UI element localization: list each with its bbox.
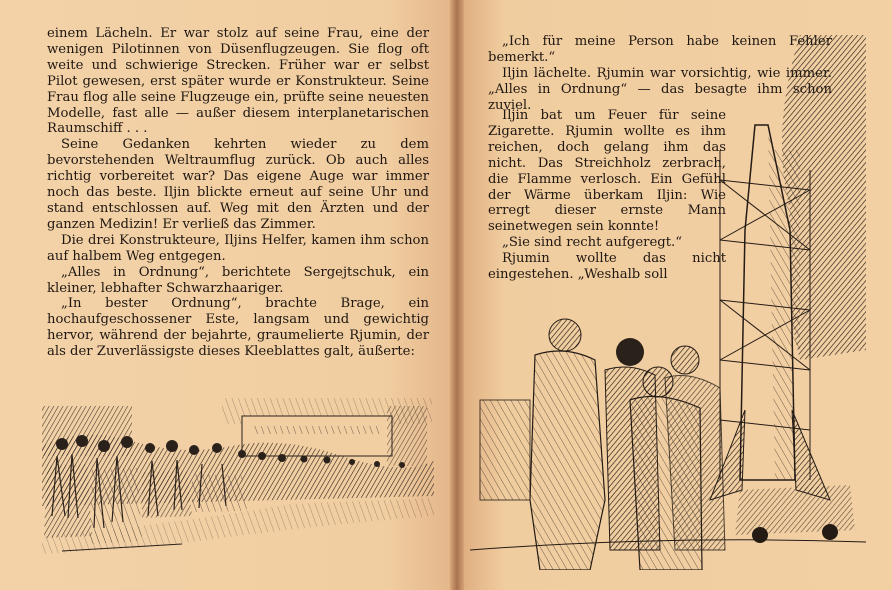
paragraph: „Alles in Ordnung“, berichtete Sergejtschuk, ein kleiner, lebhafter Schwarzhaariger.	[47, 264, 429, 296]
book-gutter	[450, 0, 464, 590]
paragraph: Die drei Konstrukteure, Iljins Helfer, kamen ihm schon auf halbem Weg entgegen.	[47, 232, 429, 264]
right-page-text-top	[488, 34, 832, 114]
left-page-text	[47, 26, 429, 360]
paragraph: Iljin bat um Feuer für seine Zigarette. Rjumin wollte es ihm reichen, doch gelang ihm das nicht. Das Streichholz zerbrach, die Flamme verlosch. Ein Gefühl der Wärme überkam Iljin: Wie erregt dieser ernste Mann seinetwegen sein konnte!	[488, 108, 726, 235]
paragraph: „In bester Ordnung“, brachte Brage, ein hochaufgeschossener Este, langsam und gewichtig hervor, während der bejahrte, graumelierte Rjumin, der als der Zuverlässigste dieses Kleeblattes galt, äußerte:	[47, 296, 429, 360]
crowd-illustration	[42, 386, 434, 558]
paragraph: Seine Gedanken kehrten wieder zu dem bevorstehenden Weltraumflug zurück. Ob auch alles richtig vorbereitet war? Das eigene Auge war immer noch das beste. Iljin blickte erneut auf seine Uhr und stand entschlossen auf. Weg mit den Ärzten und der ganzen Medizin! Er verließ das Zimmer.	[47, 137, 429, 232]
paragraph: Iljin lächelte. Rjumin war vorsichtig, wie immer. „Alles in Ordnung“ — das besagte ihm schon zuviel.	[488, 65, 832, 113]
paragraph: Rjumin wollte das nicht eingestehen. „Weshalb soll	[488, 251, 726, 283]
paragraph: einem Lächeln. Er war stolz auf seine Frau, eine der wenigen Pilotinnen von Düsenflugzeugen. Sie flog oft weite und schwierige Strecken. Früher war er selbst Pilot gewesen, erst später wurde er Konstrukteur. Seine Frau flog alle seine Flugzeuge ein, prüfte seine neuesten Modelle, fast alle — außer diesem interplanetarischen Raumschiff . . .	[47, 26, 429, 137]
right-page-text-column	[488, 108, 726, 283]
paragraph: „Ich für meine Person habe keinen Fehler bemerkt.“	[488, 34, 832, 65]
paragraph: „Sie sind recht aufgeregt.“	[502, 235, 682, 251]
